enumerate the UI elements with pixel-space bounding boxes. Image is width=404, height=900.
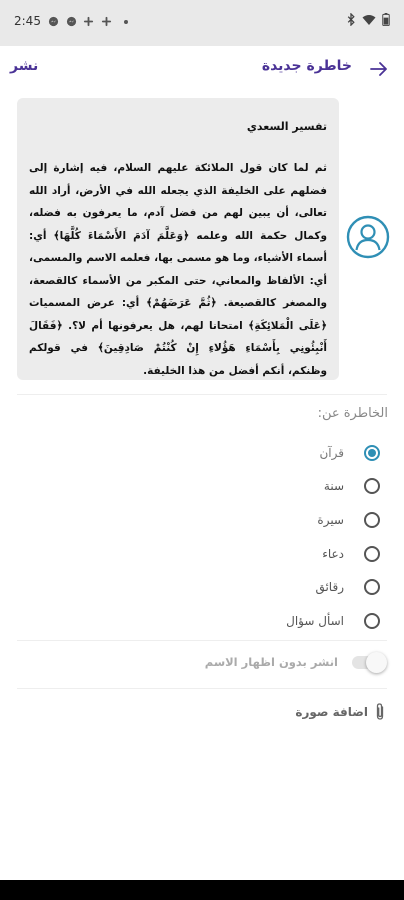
publish-button[interactable]: نشر [10,58,39,74]
paperclip-icon [374,702,386,722]
radio-button[interactable] [364,512,380,528]
system-icons [346,13,390,26]
system-nav-bar [0,880,404,900]
radio-button[interactable] [364,445,380,461]
anonymous-toggle-row[interactable] [195,652,388,672]
status-time: 2:45 [14,14,41,28]
page-title: خاطرة جديدة [261,58,352,74]
radio-option-seerah[interactable] [80,503,380,537]
radio-label: دعاء [322,546,344,561]
battery-icon [382,13,390,26]
quote-body: ثم لما كان قول الملائكة عليهم السلام، فيه إشارة إلى فضلهم على الخليفة الذي يجعله الله في الأرض، أراد الله تعالى، أن يبين لهم من فضل آدم، ما يعرفون به فضله، وكمال حكمة الله وعلمه ﴿وَعَلَّمَ آدَمَ الأَسْمَاءَ كُلَّهَا﴾ أي: أسماء الأشياء، وما هو مسمى بها، فعلمه الاسم والمسمى، أي: الألفاظ والمعاني، حتى المكبر من الأسماء كالقصعة، والمصغر كالقصيعة. ﴿ثُمَّ عَرَضَهُمْ﴾ أي: عرض المسميات ﴿عَلَى الْمَلائِكَةِ﴾ امتحانا لهم، هل يعرفونها أم لا؟. ﴿فَقَالَ أَنْبِئُونِي بِأَسْمَاءِ هَؤُلاءِ إِنْ كُنْتُمْ صَادِقِينَ﴾ في قولكم وظنكم، أنكم أفضل من هذا الخليفة. [29,162,327,377]
status-bar [0,0,404,46]
section-label: الخاطرة عن: [317,406,388,421]
slack-icon [83,16,94,27]
divider [17,394,387,395]
radio-button[interactable] [364,478,380,494]
radio-label: قرآن [319,445,344,460]
quote-source-title: تفسير السعدي [246,120,327,133]
radio-label: سيرة [317,512,344,527]
radio-label: سنة [323,479,344,494]
add-image-label: اضافة صورة [295,705,368,719]
anonymous-toggle[interactable] [348,652,388,672]
divider [17,688,387,689]
divider [17,640,387,641]
radio-option-ask-question[interactable] [80,604,380,638]
anonymous-toggle-label: انشر بدون اظهار الاسم [204,655,338,669]
radio-option-raqaiq[interactable] [80,570,380,604]
messenger-icon [48,16,59,27]
radio-button[interactable] [364,579,380,595]
wifi-icon [362,14,376,26]
app-bar [0,46,404,92]
radio-option-sunnah[interactable] [80,470,380,504]
notification-icons [48,14,112,27]
add-image-button[interactable] [295,702,386,722]
radio-option-quran[interactable] [80,436,380,470]
radio-button[interactable] [364,546,380,562]
radio-label: اسأل سؤال [286,613,344,628]
slack-icon [101,16,112,27]
user-avatar-icon[interactable] [346,215,390,259]
toggle-thumb[interactable] [366,652,387,673]
status-dot [124,20,128,24]
radio-button[interactable] [364,613,380,629]
messenger-icon [66,16,77,27]
topic-radio-group [80,436,380,638]
radio-label: رقائق [315,580,344,595]
bluetooth-icon [346,13,356,26]
radio-option-dua[interactable] [80,537,380,571]
quote-card [17,98,339,380]
back-arrow-icon[interactable] [368,58,390,80]
